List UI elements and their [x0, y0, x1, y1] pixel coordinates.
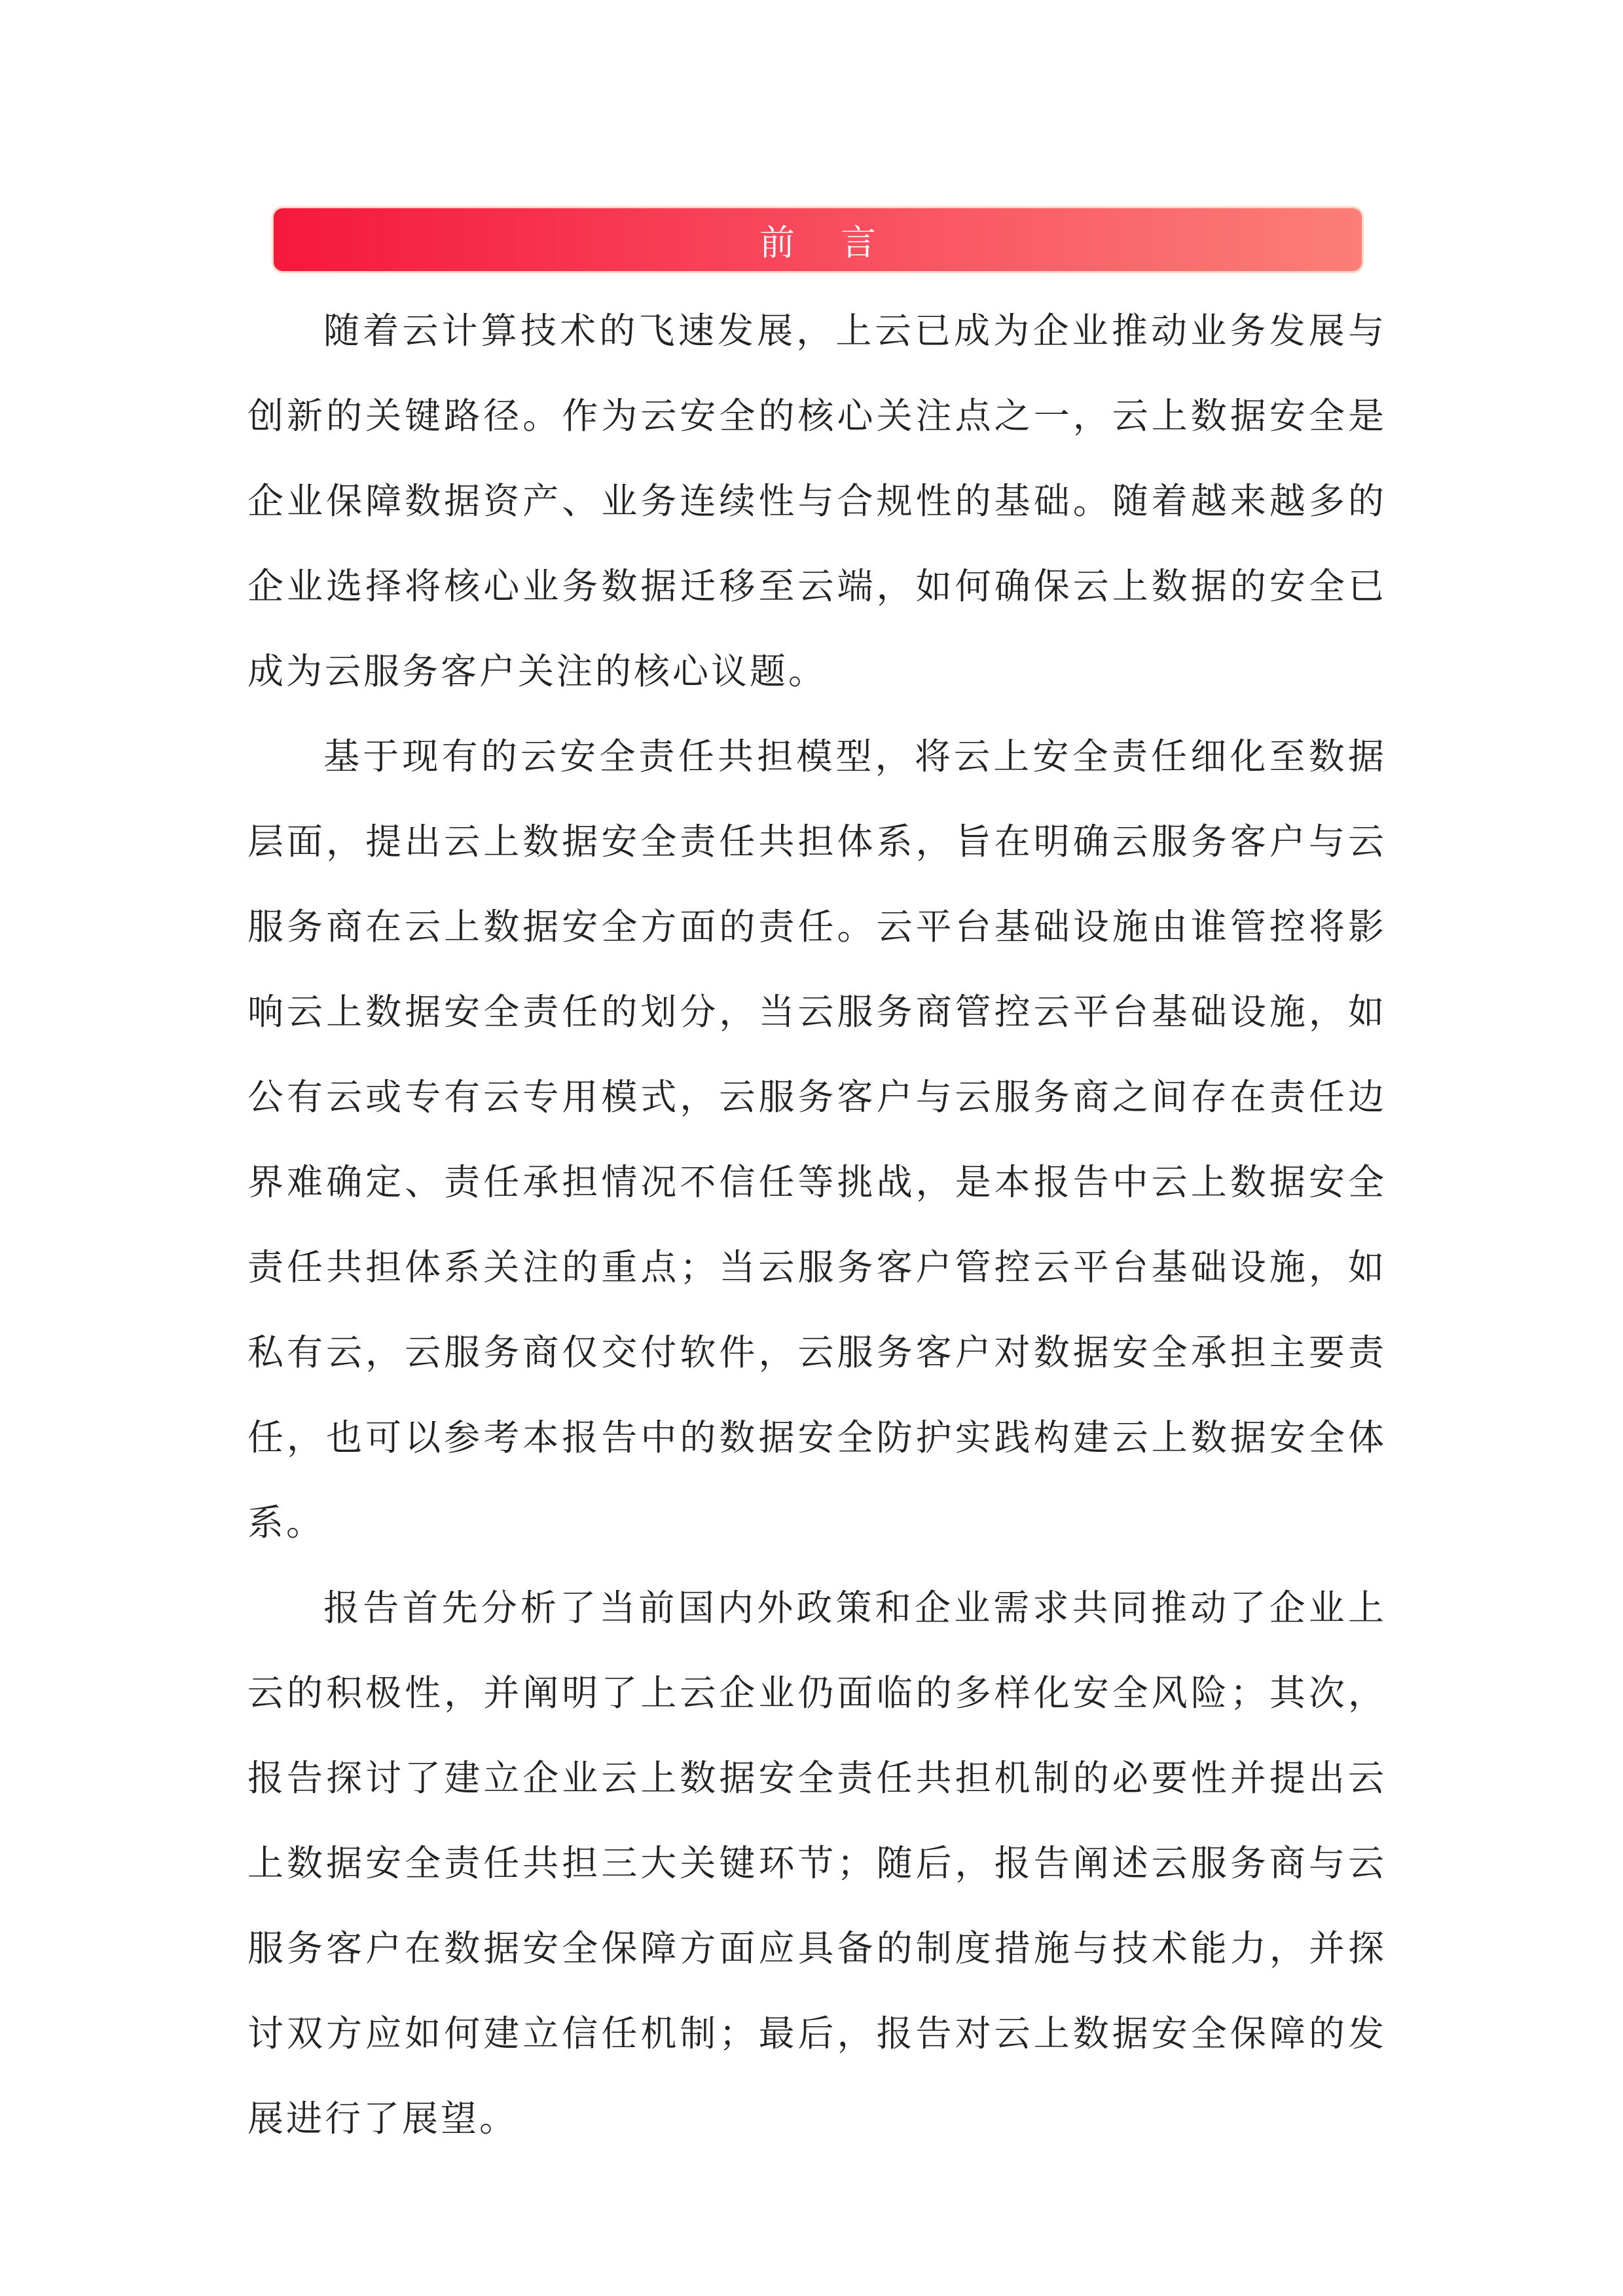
preface-body [247, 288, 1387, 2161]
section-title-banner [274, 208, 1362, 271]
section-title: 前言 [759, 221, 922, 263]
paragraph-3: 报告首先分析了当前国内外政策和企业需求共同推动了企业上云的积极性，并阐明了上云企业仍面临的多样化安全风险；其次，报告探讨了建立企业云上数据安全责任共担机制的必要性并提出云上数据安全责任共担三大关键环节；随后，报告阐述云服务商与云服务客户在数据安全保障方面应具备的制度措施与技术能力，并探讨双方应如何建立信任机制；最后，报告对云上数据安全保障的发展进行了展望。 [247, 1587, 1387, 2139]
paragraph-2: 基于现有的云安全责任共担模型，将云上安全责任细化至数据层面，提出云上数据安全责任共担体系，旨在明确云服务客户与云服务商在云上数据安全方面的责任。云平台基础设施由谁管控将影响云上数据安全责任的划分，当云服务商管控云平台基础设施，如公有云或专有云专用模式，云服务客户与云服务商之间存在责任边界难确定、责任承担情况不信任等挑战，是本报告中云上数据安全责任共担体系关注的重点；当云服务客户管控云平台基础设施，如私有云，云服务商仅交付软件，云服务客户对数据安全承担主要责任，也可以参考本报告中的数据安全防护实践构建云上数据安全体系。 [247, 735, 1387, 1544]
paragraph-1: 随着云计算技术的飞速发展，上云已成为企业推动业务发展与创新的关键路径。作为云安全的核心关注点之一，云上数据安全是企业保障数据资产、业务连续性与合规性的基础。随着越来越多的企业选择将核心业务数据迁移至云端，如何确保云上数据的安全已成为云服务客户关注的核心议题。 [247, 310, 1387, 692]
